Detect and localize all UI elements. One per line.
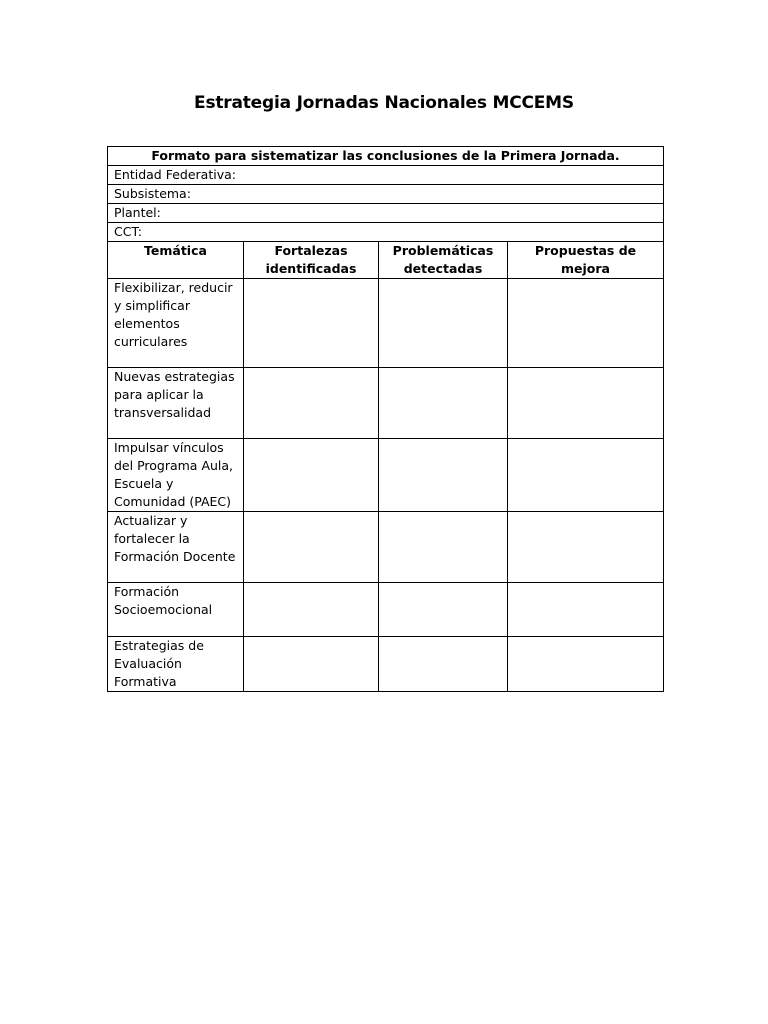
propuestas-cell[interactable]: [508, 279, 664, 368]
header-tematica: Temática: [108, 242, 244, 279]
fortalezas-cell[interactable]: [244, 512, 379, 583]
fortalezas-cell[interactable]: [244, 439, 379, 512]
header-propuestas: Propuestas de mejora: [508, 242, 664, 279]
problematicas-cell[interactable]: [379, 368, 508, 439]
fortalezas-cell[interactable]: [244, 279, 379, 368]
tematica-cell: Impulsar vínculos del Programa Aula, Escuela y Comunidad (PAEC): [108, 439, 244, 512]
propuestas-cell[interactable]: [508, 583, 664, 637]
tematica-cell: Estrategias de Evaluación Formativa: [108, 637, 244, 692]
tematica-cell: Formación Socioemocional: [108, 583, 244, 637]
header-fortalezas: Fortalezas identificadas: [244, 242, 379, 279]
problematicas-cell[interactable]: [379, 279, 508, 368]
tematica-cell: Actualizar y fortalecer la Formación Docente: [108, 512, 244, 583]
problematicas-cell[interactable]: [379, 439, 508, 512]
field-subsistema[interactable]: Subsistema:: [108, 185, 664, 204]
field-plantel[interactable]: Plantel:: [108, 204, 664, 223]
header-problematicas: Problemáticas detectadas: [379, 242, 508, 279]
table-row: [108, 279, 664, 368]
table-row: [108, 368, 664, 439]
propuestas-cell[interactable]: [508, 512, 664, 583]
table-row: [108, 637, 664, 692]
field-cct[interactable]: CCT:: [108, 223, 664, 242]
fortalezas-cell[interactable]: [244, 368, 379, 439]
problematicas-cell[interactable]: [379, 512, 508, 583]
table-row: [108, 439, 664, 512]
propuestas-cell[interactable]: [508, 439, 664, 512]
problematicas-cell[interactable]: [379, 637, 508, 692]
propuestas-cell[interactable]: [508, 637, 664, 692]
table-row: [108, 583, 664, 637]
propuestas-cell[interactable]: [508, 368, 664, 439]
document-title: Estrategia Jornadas Nacionales MCCEMS: [194, 93, 574, 113]
fortalezas-cell[interactable]: [244, 583, 379, 637]
tematica-cell: Nuevas estrategias para aplicar la transversalidad: [108, 368, 244, 439]
table-header-row: [108, 242, 664, 279]
field-entidad-federativa[interactable]: Entidad Federativa:: [108, 166, 664, 185]
conclusions-form-table: [107, 146, 664, 692]
form-caption: Formato para sistematizar las conclusiones de la Primera Jornada.: [108, 147, 664, 166]
table-row: [108, 512, 664, 583]
fortalezas-cell[interactable]: [244, 637, 379, 692]
tematica-cell: Flexibilizar, reducir y simplificar elementos curriculares: [108, 279, 244, 368]
problematicas-cell[interactable]: [379, 583, 508, 637]
